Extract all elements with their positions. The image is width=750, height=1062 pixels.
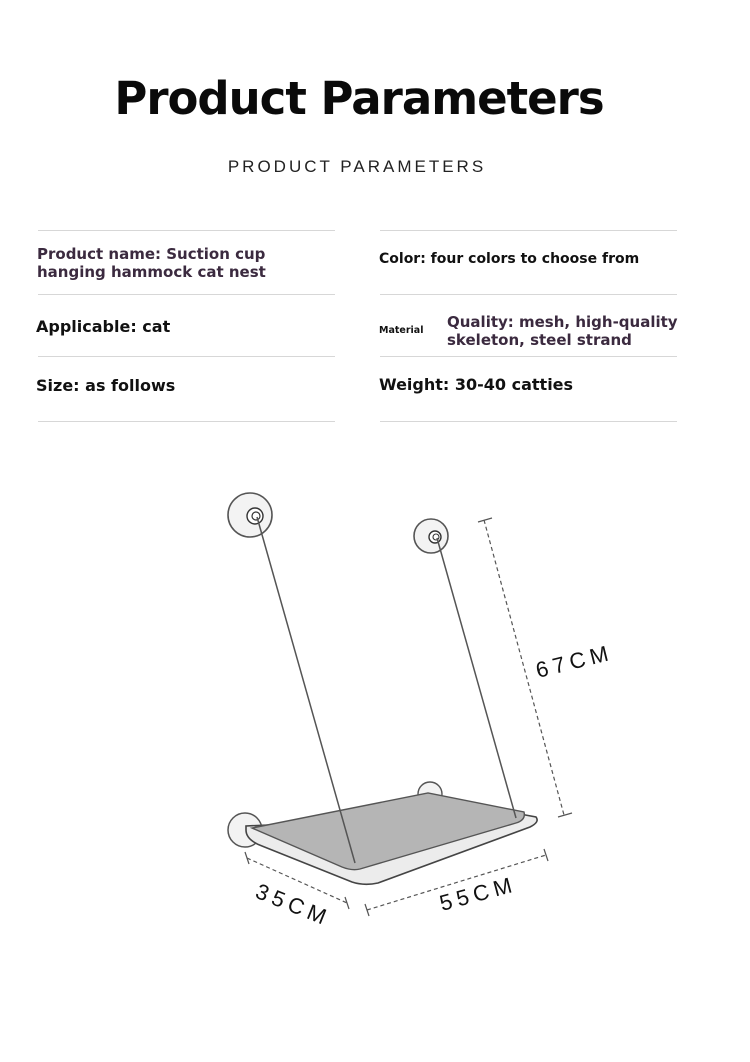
param-quality: Quality: mesh, high-quality skeleton, steel strand: [447, 313, 678, 349]
dimension-width-label: 55CM: [436, 871, 520, 916]
page-title: Product Parameters: [114, 72, 604, 125]
divider: [38, 356, 335, 357]
param-product-name: Product name: Suction cup hanging hammock cat nest: [37, 245, 266, 281]
divider: [38, 294, 335, 295]
divider: [380, 356, 677, 357]
hammock-dimension-diagram: [0, 440, 750, 960]
divider: [380, 294, 677, 295]
hammock-platform: [246, 793, 537, 884]
divider: [38, 421, 335, 422]
divider: [38, 230, 335, 231]
divider: [380, 421, 677, 422]
dimension-height-label: 67CM: [533, 639, 616, 683]
support-wire-right: [437, 538, 516, 818]
dimension-depth-label: 35CM: [252, 878, 335, 932]
page-subtitle: PRODUCT PARAMETERS: [227, 157, 487, 176]
param-weight: Weight: 30-40 catties: [379, 375, 574, 394]
suction-cup-right-icon: [414, 519, 448, 553]
divider: [380, 230, 677, 231]
support-wire-left: [257, 517, 355, 863]
suction-cup-left-icon: [228, 493, 272, 537]
param-color: Color: four colors to choose from: [379, 251, 640, 267]
param-applicable: Applicable: cat: [36, 317, 171, 336]
param-size: Size: as follows: [36, 376, 176, 395]
param-material-label: Material: [379, 325, 424, 336]
